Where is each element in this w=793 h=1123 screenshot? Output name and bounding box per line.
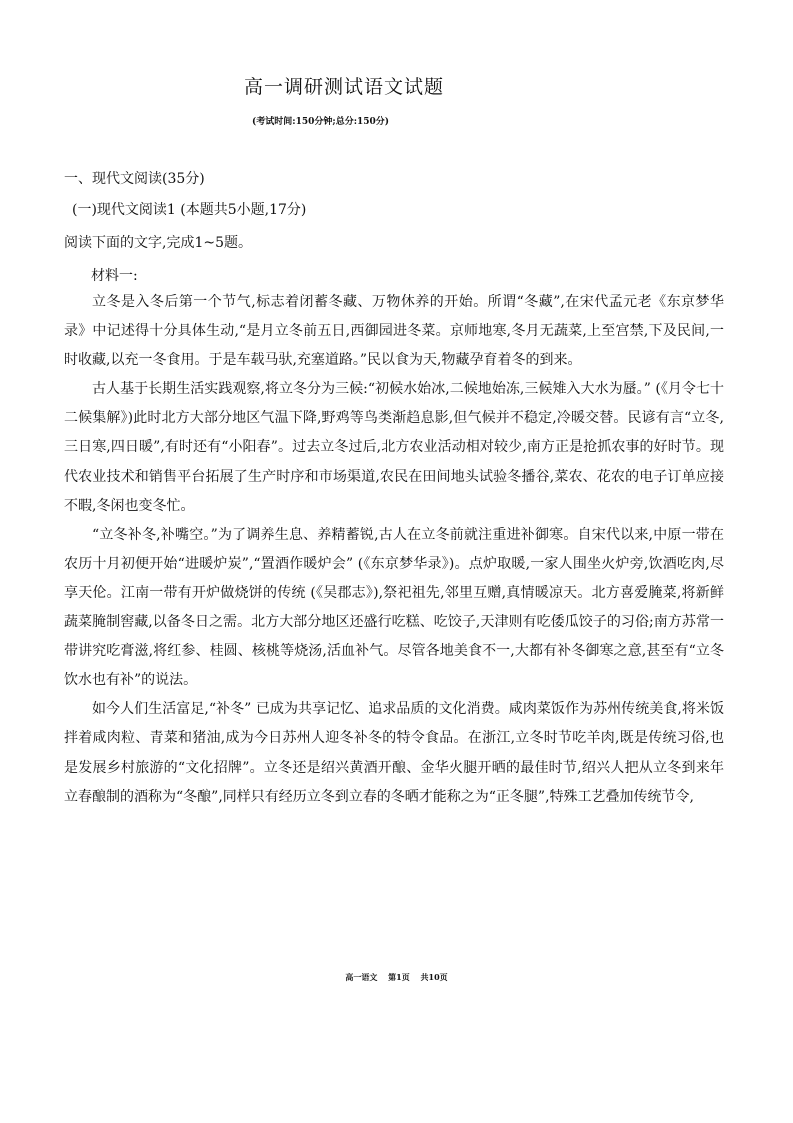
passage-paragraph: 如今人们生活富足,“补冬” 已成为共享记忆、追求品质的文化消费。咸肉菜饭作为苏州传统美食,将米饭拌着咸肉粒、青菜和猪油,成为今日苏州人迎冬补冬的特令食品。在浙江,立冬时节吃羊肉,既是传统习俗,也是发展乡村旅游的“文化招牌”。立冬还是绍兴黄酒开酿、金华火腿开晒的最佳时节,绍兴人把从立冬到来年立春酿制的酒称为“冬酿”,同样只有经历立冬到立春的冬晒才能称之为“正冬腿”,特殊工艺叠加传统节令, xyxy=(64,701,724,805)
page-footer xyxy=(0,972,793,983)
footer-total-pages: 共10页 xyxy=(420,972,448,982)
passage-paragraph: 古人基于长期生活实践观察,将立冬分为三候:“初候水始冰,二候地始冻,三候雉入大水为蜃。” (《月令七十二候集解》)此时北方大部分地区气温下降,野鸡等鸟类渐趋息影,但气候并不稳定,冷暖交替。民谚有言“立冬,三日寒,四日暖”,有时还有“小阳春”。过去立冬过后,北方农业活动相对较少,南方正是抢抓农事的好时节。现代农业技术和销售平台拓展了生产时序和市场渠道,农民在田间地头试验冬播谷,菜农、花农的电子订单应接不暇,冬闲也变冬忙。 xyxy=(64,381,724,514)
subsection-heading: (一)现代文阅读1 (本题共5小题,17分) xyxy=(72,202,307,218)
footer-page-number: 第1页 xyxy=(388,972,410,982)
exam-info: (考试时间:150分钟;总分:150分) xyxy=(252,117,390,127)
section-heading: 一、现代文阅读(35分) xyxy=(64,171,205,187)
passage-body xyxy=(64,288,724,812)
reading-instruction: 阅读下面的文字,完成1~5题。 xyxy=(64,235,252,251)
footer-subject: 高一语文 xyxy=(345,972,378,982)
exam-title: 高一调研测试语文试题 xyxy=(243,76,444,98)
material-label: 材料一: xyxy=(91,268,138,284)
passage-paragraph: “立冬补冬,补嘴空。”为了调养生息、养精蓄锐,古人在立冬前就注重进补御寒。自宋代以来,中原一带在农历十月初便开始“进暖炉炭”,“置酒作暖炉会” (《东京梦华录》)。点炉取暖,一家人围坐火炉旁,饮酒吃肉,尽享天伦。江南一带有开炉做烧饼的传统 (《吴郡志》),祭祀祖先,邻里互赠,真情暖凉天。北方喜爱腌菜,将新鲜蔬菜腌制窖藏,以备冬日之需。北方大部分地区还盛行吃糕、吃饺子,天津则有吃倭瓜饺子的习俗;南方苏常一带讲究吃膏滋,将红参、桂圆、核桃等烧汤,活血补气。尽管各地美食不一,大都有补冬御寒之意,甚至有“立冬饮水也有补”的说法。 xyxy=(64,526,724,689)
passage-paragraph: 立冬是入冬后第一个节气,标志着闭蓄冬藏、万物休养的开始。所谓“冬藏”,在宋代孟元老《东京梦华录》中记述得十分具体生动,“是月立冬前五日,西御园进冬菜。京师地寒,冬月无蔬菜,上至宫禁,下及民间,一时收藏,以充一冬食用。于是车载马驮,充塞道路。”民以食为天,物藏孕育着冬的到来。 xyxy=(64,294,724,369)
